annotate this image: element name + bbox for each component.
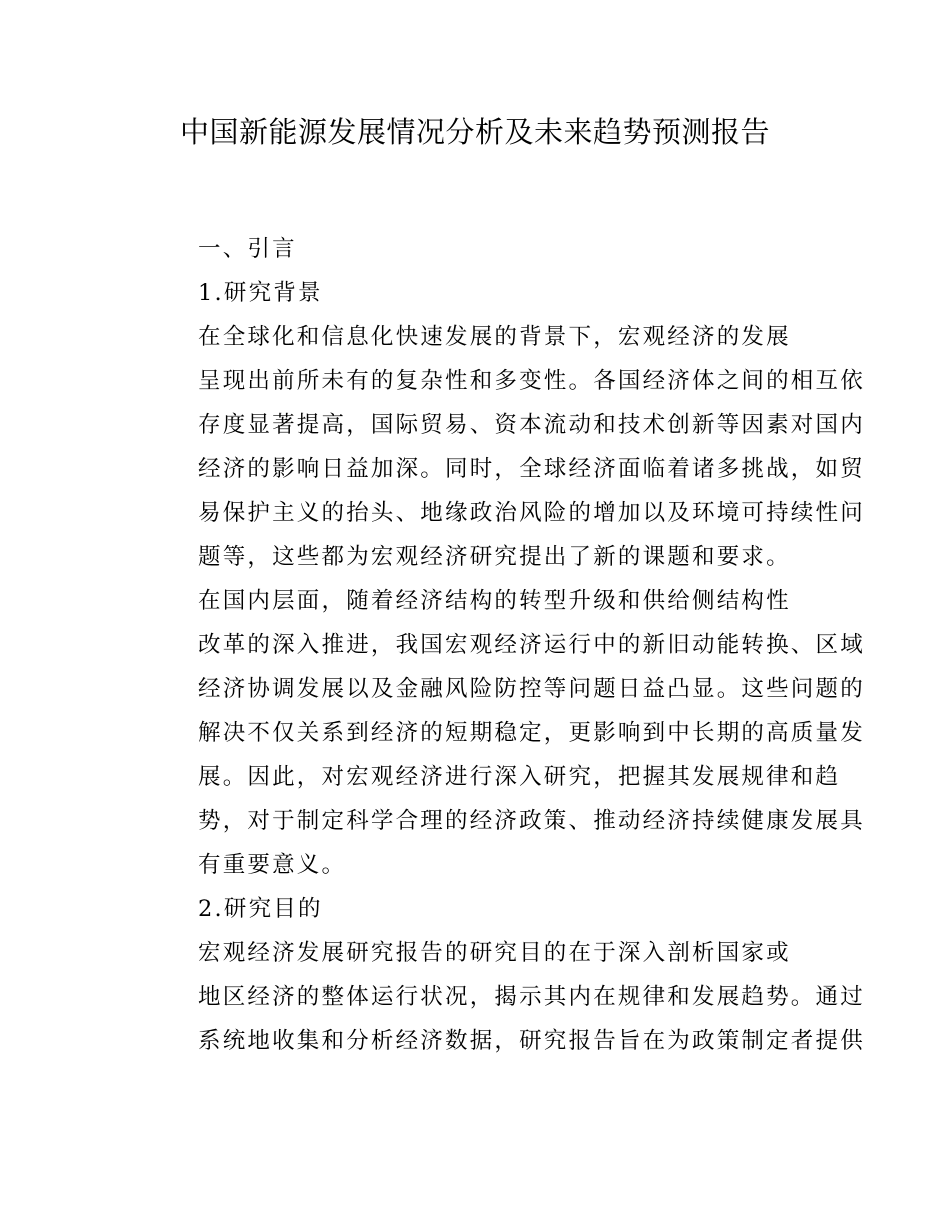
- text-line: 在国内层面，随着经济结构的转型升级和供给侧结构性: [198, 588, 791, 614]
- text-line: 题等，这些都为宏观经济研究提出了新的课题和要求。: [198, 544, 791, 570]
- text-line: 系统地收集和分析经济数据，研究报告旨在为政策制定者提供: [198, 1028, 865, 1054]
- text-line: 有重要意义。: [198, 852, 347, 878]
- section-heading-introduction: 一、引言: [198, 236, 297, 262]
- text-line: 存度显著提高，国际贸易、资本流动和技术创新等因素对国内: [198, 412, 865, 438]
- text-line: 解决不仅关系到经济的短期稳定，更影响到中长期的高质量发: [198, 720, 865, 746]
- text-line: 经济协调发展以及金融风险防控等问题日益凸显。这些问题的: [198, 676, 865, 702]
- text-line: 展。因此，对宏观经济进行深入研究，把握其发展规律和趋: [198, 764, 841, 790]
- subsection-heading-research-purpose: 2.研究目的: [198, 896, 323, 922]
- paragraph-research-purpose: [142, 931, 865, 1063]
- text-line: 易保护主义的抬头、地缘政治风险的增加以及环境可持续性问: [198, 500, 865, 526]
- text-line: 呈现出前所未有的复杂性和多变性。各国经济体之间的相互依: [198, 368, 865, 394]
- text-line: 经济的影响日益加深。同时，全球经济面临着诸多挑战，如贸: [198, 456, 865, 482]
- document-title: 中国新能源发展情况分析及未来趋势预测报告: [179, 115, 770, 149]
- subsection-heading-research-background: 1.研究背景: [198, 280, 323, 306]
- paragraph-background-global: [142, 315, 865, 579]
- text-line: 改革的深入推进，我国宏观经济运行中的新旧动能转换、区域: [198, 632, 865, 658]
- document-body: [142, 227, 865, 1063]
- text-line: 在全球化和信息化快速发展的背景下，宏观经济的发展: [198, 324, 791, 350]
- text-line: 地区经济的整体运行状况，揭示其内在规律和发展趋势。通过: [198, 984, 865, 1010]
- paragraph-background-domestic: [142, 579, 865, 887]
- text-line: 势，对于制定科学合理的经济政策、推动经济持续健康发展具: [198, 808, 865, 834]
- text-line: 宏观经济发展研究报告的研究目的在于深入剖析国家或: [198, 940, 791, 966]
